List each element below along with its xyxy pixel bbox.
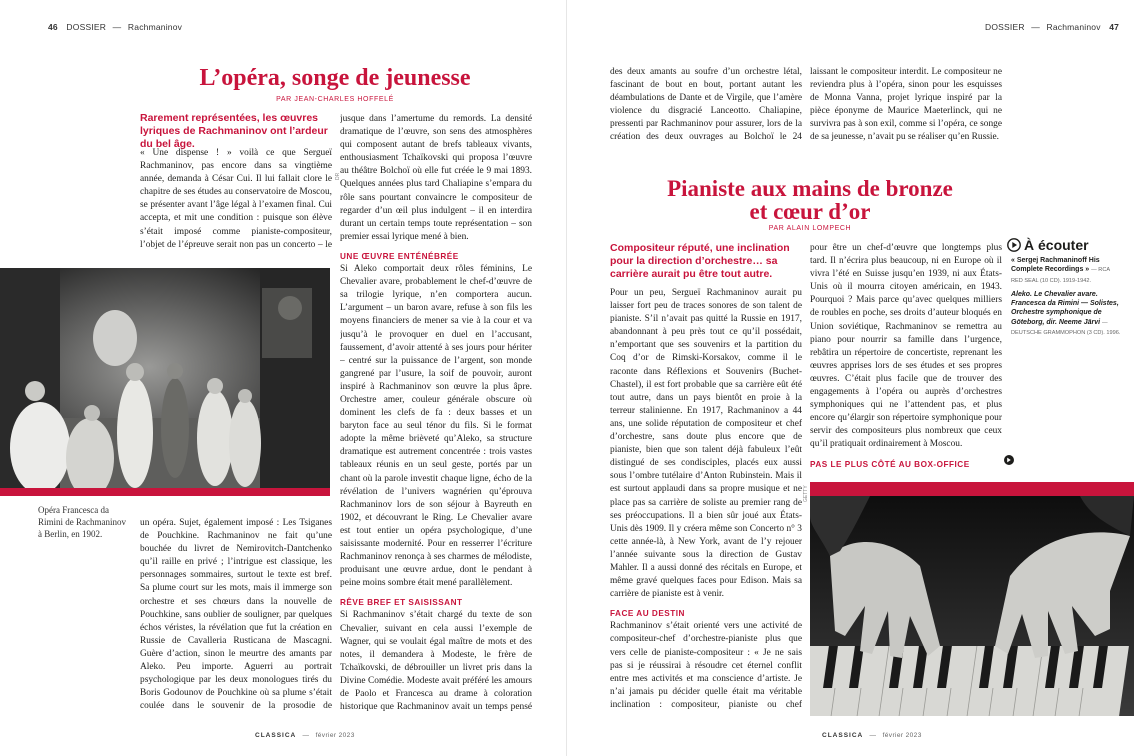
listen-heading: À écouter [1024,237,1089,253]
left-col2: jusque dans l’amertume du remords. La densité dramatique de l’œuvre, son sens des atmosphères qui composent autant de brefs tableaux vivants, enthousiasment Tchaïkovski qui proposa l’œuvre au théâtre Bolchoï où elle fut créée le 9 mai 1893. Quelques années plus tard Chaliapine s’empara du rôle sans pourtant convaincre le compositeur de regarder d’un œil plus indulgent – il en interdira durant un certain temps toute représentation – son premier essai lyrique mené à bien. UNE ŒUVRE ENTÉNÉBRÉE Si Aleko comportait deux rôles féminins, Le Chevalier avare, probablement le chef-d’œuvre de sa trilogie lyrique, n’en comportera aucun. L’argument – un baron avare, refuse à son fils les moyens financiers de mener sa vie à la cour et va jusqu’à le provoquer en duel en l’accusant, faussement, d’avoir attenté à ses jours pour hériter – centré sur la puissance de l’argent, son monde gangrené par l’usure, la soif de pouvoir, auront inspiré à Rachmaninov son œuvre la plus âpre. Orchestre amer, couleur générale obscure où dominent les clefs de fa : deux basses et un baryton face au seul ténor du fils. Si le format adopte la même brièveté qu’Aleko, sa structure dramatique est autrement concentrée : trois vastes tableaux réunis en un seul geste, portés par un chant où la parole investit chaque ligne, écho de la révélation de l’univers wagnérien qu’éprouva Rachmaninov lors de son séjour à Bayreuth en 1902, et découvrant le Ring. Le Chevalier avare est tout entier un opéra psychologique, d’une saisissante modernité. Pour en resserrer l’écriture Rachmaninov renonça à ses charmes de mélodiste, produisant une œuvre ardue, dont le pendant à peine moins sombre était mené parallèlement. RÊVE BREF ET SAISISSANT Si Rachmaninov s’était chargé du texte de son Chevalier, suivant en cela aussi l’exemple de Wagner, qui se voulait égal maître de mots et des notes, il demandera à Modeste, le frère de Tchaïkovski, de débrouiller un livret pris dans la Divine Comédie. Modeste avait préféré les amours de Paolo et Francesca au drame à coloration historique que Rachmaninov avait un temps pensé [340,114,532,713]
page-spine [566,0,567,756]
right-running-header: DOSSIER — Rachmaninov 47 [985,22,1120,32]
opera-photo-illustration [0,268,330,488]
left-byline: PAR JEAN-CHARLES HOFFELÉ [276,96,394,103]
right-section: DOSSIER [985,22,1025,32]
subheading-box-office: PAS LE PLUS CÔTÉ AU BOX-OFFICE [810,459,970,467]
left-lede: Rarement représentées, les œuvres lyriques de Rachmaninov ont l’ardeur du bel âge. [140,112,328,151]
right-lede: Compositeur réputé, une inclination pour la direction d’orchestre… sa carrière aurait pu être tout autre. [610,242,790,281]
opera-photo [0,268,330,488]
arrow-circle-right-icon [1004,455,1014,465]
right-article-title: Pianiste aux mains de bronze et cœur d’or [667,176,953,224]
right-col1: Pour un peu, Sergueï Rachmaninov aurait pu laisser fort peu de traces sonores de son talent de pianiste. S’il n’avait pas quitté la Russie en 1917, abandonnant à peu près tout ce qu’il possédait, n’emportant que ses souvenirs et la partition du Coq d’or de Rimski-Korsakov, comme il le raconte dans Réflexions et Souvenirs (Buchet-Chastel), il est fort probable que sa carrière eût été tout autre, dans un pays bientôt en proie à la terreur stalinienne. En 1917, Rachmaninov a 44 ans, une solide réputation de compositeur et chef d’orchestre, sans doute plus encore que de pianiste, bien que son talent déjà fabuleux l’eût distingué de ses condisciples, placés eux aussi sous l’ombre tutélaire d’Anton Rubinstein. Mais il est surtout applaudi dans sa propre musique et ne place pas sa carrière de soliste au premier rang de ses préoccupations. Il a bien sûr joué aux États-Unis dès 1909. Il y créera même son Concerto n° 3 cette année-là, à New York, avant de l’y rejouer l’année suivante sous la direction de Gustav Mahler. Il a aussi donné des récitals en Europe, et même gravé quelques faces pour Edison. Mais sa carrière de pianiste est à venir. FACE AU DESTIN Rachmaninov s’était orienté vers une activité de compositeur-chef d’orchestre-pianiste plus que vers celle de pianiste-compositeur : « Je ne sais pas si je réussirai à résoudre cet éternel conflit entre mes activités et ma conscience d’artiste. Je n’ai jamais pu décider quelle était ma véritable inclination : compositeur, pianiste ou chef [610,288,802,710]
left-article-title: L’opéra, songe de jeunesse [199,65,471,91]
right-col2: pour être un chef-d’œuvre que longtemps plus tard. Il n’écrira plus beaucoup, ni en Europe où il vivra l’été en Suisse jusqu’en 1939, ni aux États-Unis où il mourra citoyen américain, en 1943. Pourquoi ? Mais parce qu’avec quelques milliers de roubles en poche, ses droits d’auteur bloqués en Union soviétique, Rachmaninov se remettra au piano pour nourrir sa famille dans l’urgence, rebâtira un répertoire de concertiste, reprenant les œuvres apprises lors de ses études et ses propres œuvres. C’était plus facile que de trouver des engagements à l’opéra ou auprès d’orchestres symphoniques qui ne l’attendent pas, et plus encore qu’élargir son répertoire symphonique pour servir des compositeurs plus nombreux que ceux qu’il pratiquait ordinairement à Moscou. PAS LE PLUS CÔTÉ AU BOX-OFFICE [810,242,1002,467]
piano-hands-photo [810,496,1134,716]
left-photo-accent-bar [0,488,330,496]
right-byline: PAR ALAIN LOMPECH [768,225,852,232]
right-footer: CLASSICA — février 2023 [822,732,922,739]
listen-item-1: « Sergej Rachmaninoff His Complete Recordings » — RCA RED SEAL (10 CD). 1919-1942. [1011,257,1110,284]
left-col1-top: « Une dispense ! » voilà ce que Sergueï Rachmaninov, pas encore dans sa vingtième année, demanda à César Cui. Il lui fallait clore le chapitre de ses études au conservatoire de Moscou, se présenter avant l’âge légal à l’examen final. Cui accepta, et mit une condition : puisque son élève s’était imposé comme pianiste-compositeur, l’objet de l’épreuve serait non pas un concerto – le [140,148,332,250]
right-topic: Rachmaninov [1046,22,1101,32]
subheading-oeuvre-entenebree: UNE ŒUVRE ENTÉNÉBRÉE [340,251,459,261]
listen-list [1011,256,1123,338]
play-circle-icon [1007,238,1021,252]
right-photo-credit: GETTY [803,485,809,502]
piano-hands-illustration [810,496,1134,716]
right-top-col1: des deux amants au soufre d’un orchestre létal, fascinant de bout en bout, portant autant les déambulations de Dante et de Virgile, que l’amère violence du disgracié Lanceotto. Chaliapine, pressenti par Rachmaninov pour assurer, lors de la création des deux ouvrages au Bolchoï le 24 [610,67,802,143]
right-photo-accent-bar [810,482,1134,496]
subheading-reve-bref: RÊVE BREF ET SAISISSANT [340,598,463,608]
left-col1-bottom: un opéra. Sujet, également imposé : Les Tsiganes de Pouchkine. Rachmaninov ne fait qu’une bouchée du livret de Nemirovitch-Dantchenko qu’il raille en privé ; l’intrigue est classique, les personnages sommaires, surtout le texte est bref. Sa plume court sur les mots, mais il immerge son orchestre et ses chœurs dans la nouvelle de Pouchkine, sans oublier de souligner, par quelques échos véristes, la révélation que fut la création en Russie de Cavalleria Rusticana de Mascagni. Guère d’action, sinon le meurtre des amants par Aleko. Peu importe. Aguerri au portrait psychologique par les deux monologues tirés du Boris Godounov de Pouchkine où sa plume s’était coulée dans le souvenir de la prosodie de [140,518,332,712]
listen-item-2: Aleko. Le Chevalier avare. Francesca da Rimini — Solistes, Orchestre symphonique de Göteborg, dir. Neeme Järvi — DEUTSCHE GRAMMOPHON (3 CD). 1996. [1011,290,1121,337]
left-running-header: 46 DOSSIER — Rachmaninov [48,22,183,32]
left-section: DOSSIER [66,22,107,32]
left-topic: Rachmaninov [127,22,183,32]
left-footer: CLASSICA — février 2023 [255,732,355,739]
photo-caption: Opéra Francesca da Rimini de Rachmaninov à Berlin, en 1902. [38,505,126,539]
left-photo-credit: DR [335,172,341,180]
right-page-number: 47 [1109,22,1120,32]
subheading-face-au-destin: FACE AU DESTIN [610,609,685,619]
right-top-col2: laissant le compositeur interdit. Le compositeur ne reviendra plus à l’opéra, sinon pour les esquisses de Monna Vanna, projet lyrique inspiré par la pièce éponyme de Maurice Maeterlinck, qui ne survivra pas à son exil, comme si l’opéra, ce songe de sa jeunesse, n’avait pu se réaliser qu’en Russie. [810,67,1002,143]
left-page-number: 46 [48,22,58,32]
